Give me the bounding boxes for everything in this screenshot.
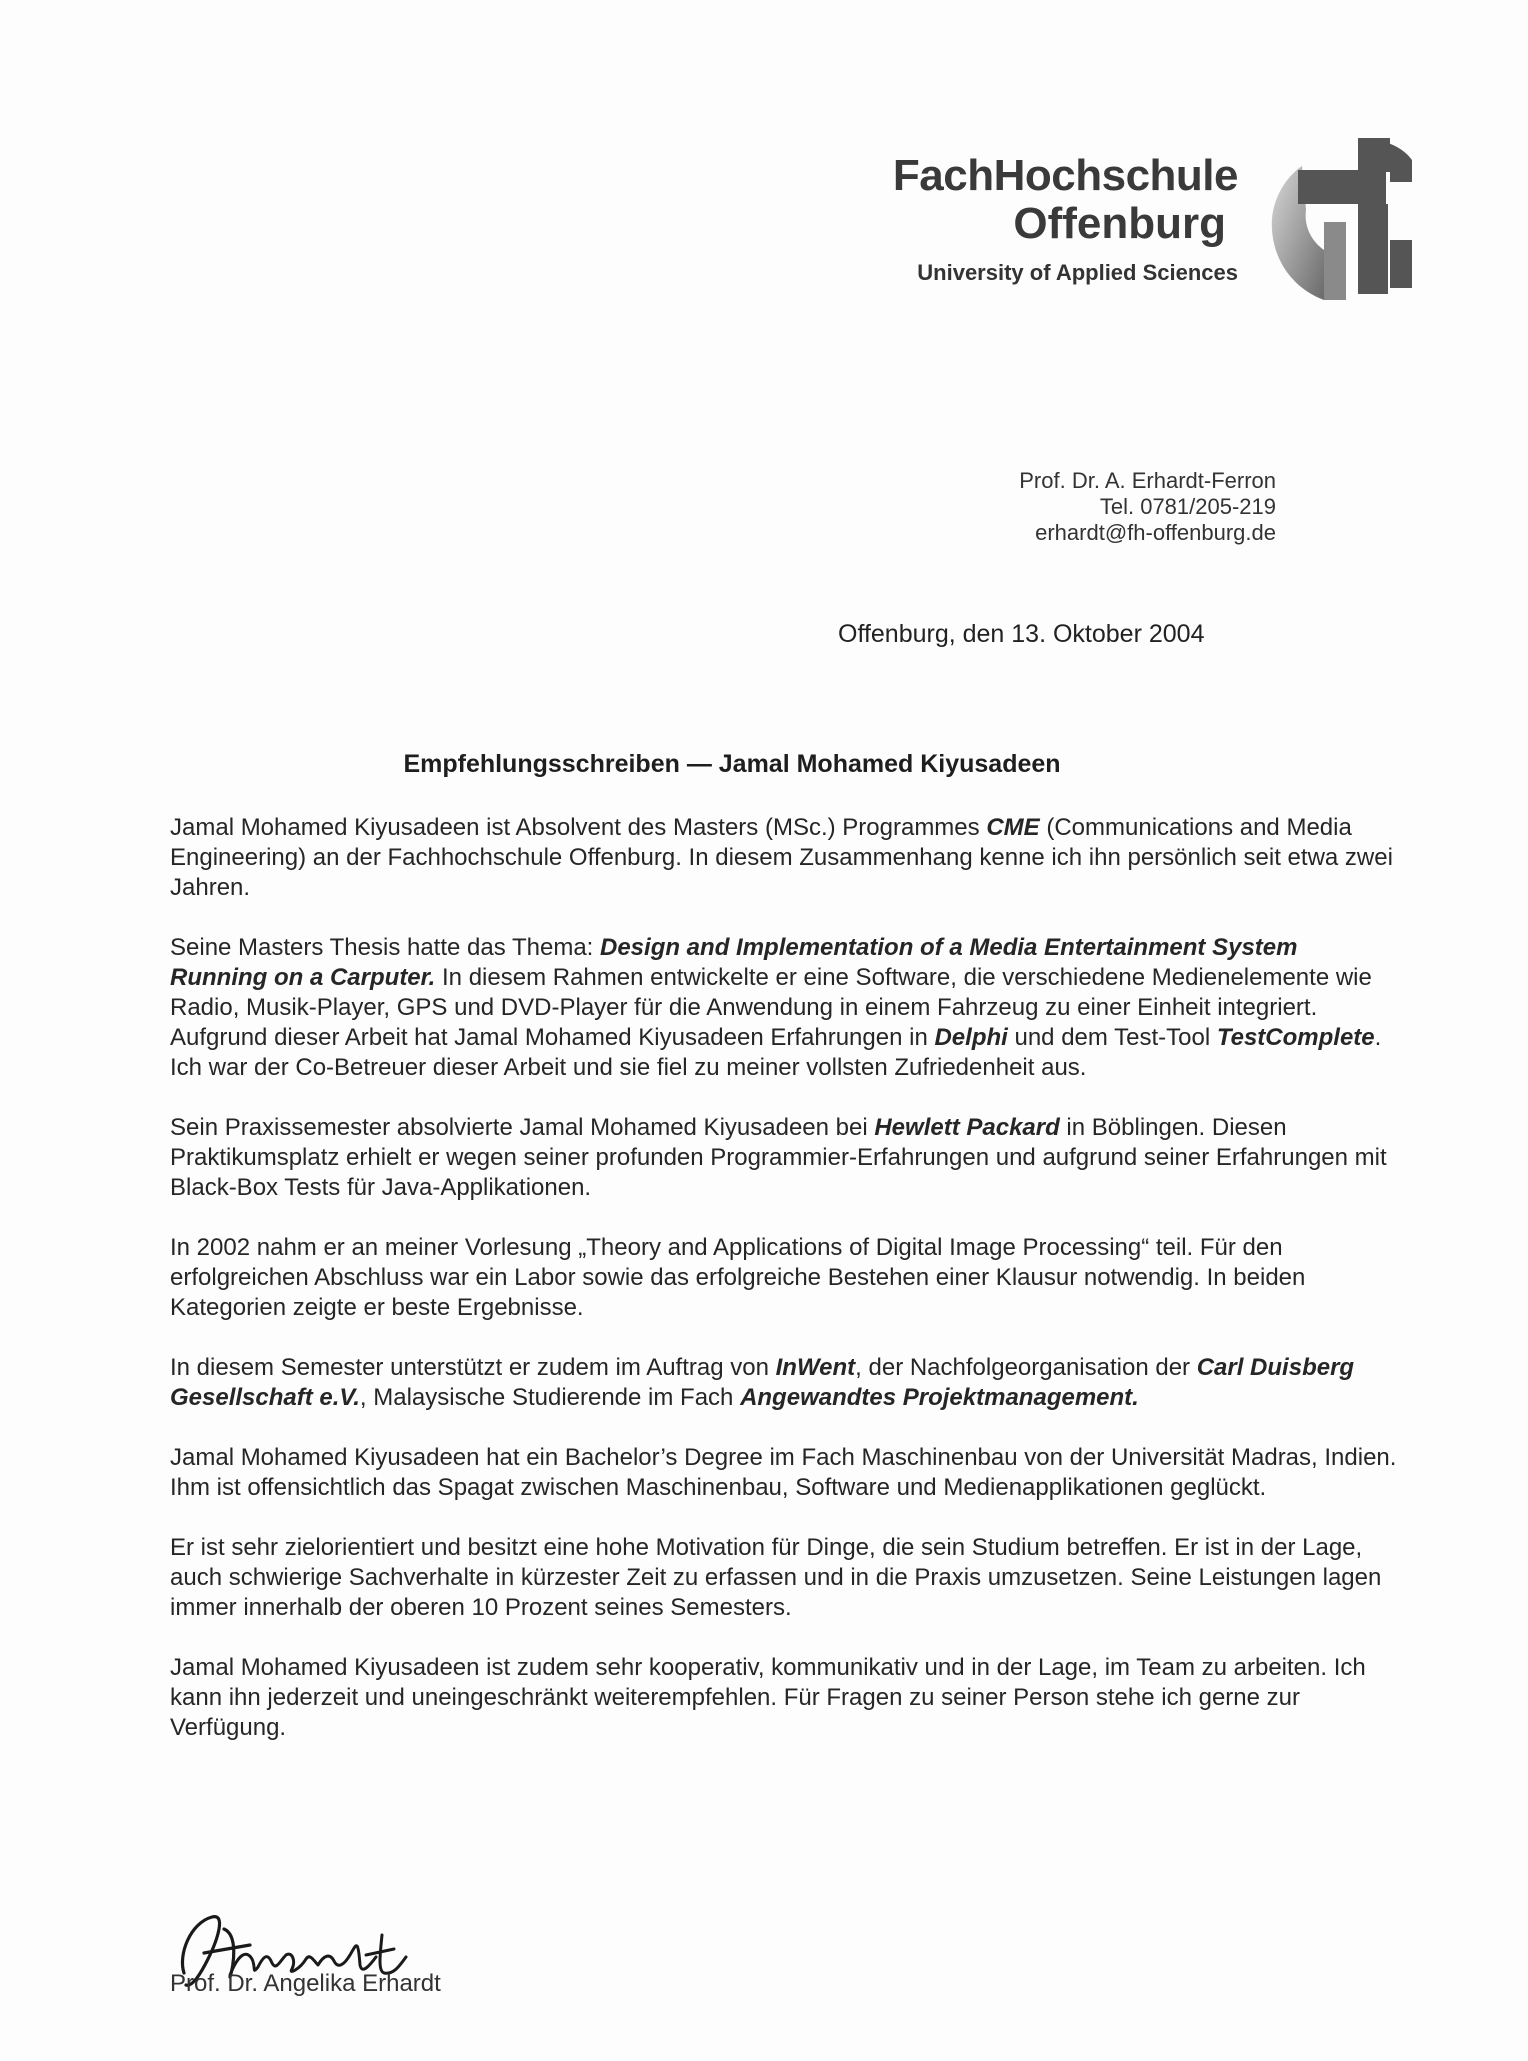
paragraph-5 [170,1353,1400,1413]
sender-email: erhardt@fh-offenburg.de [1035,520,1276,545]
text: In diesem Rahmen entwickelte er eine Software, die verschiedene Medienelemente wie Radio, Musik-Player, GPS und DVD-Player für die Anwendung in einem Fahrzeug zu einer Einheit integriert. Aufgrund dieser Arbeit hat Jamal Mohamed Kiyusadeen Erfahrungen in [170,964,1372,1051]
letter-date: Offenburg, den 13. Oktober 2004 [838,620,1205,648]
emphasis: Carl Duisberg Gesellschaft e.V. [170,1354,1355,1411]
sender-phone: Tel. 0781/205-219 [1099,494,1276,519]
text: , Malaysische Studierende im Fach [359,1384,741,1411]
paragraph-8: Jamal Mohamed Kiyusadeen ist zudem sehr kooperativ, kommunikativ und in der Lage, im Team zu arbeiten. Ich kann ihn jederzeit und uneingeschränkt weiterempfehlen. Für Fragen zu seiner Person stehe ich gerne zur Verfügung. [170,1654,1366,1741]
text: Sein Praxissemester absolvierte Jamal Mohamed Kiyusadeen bei [170,1114,875,1141]
paragraph-2 [170,933,1400,1083]
paragraph-7: Er ist sehr zielorientiert und besitzt eine hohe Motivation für Dinge, die sein Studium betreffen. Er ist in der Lage, auch schwierige Sachverhalte in kürzester Zeit zu erfassen und in die Praxis umzusetzen. Seine Leistungen lagen immer innerhalb der oberen 10 Prozent seines Semesters. [170,1534,1382,1621]
text: In diesem Semester unterstützt er zudem im Auftrag von [170,1354,776,1381]
letter-body [170,813,1400,1773]
signer-name: Prof. Dr. Angelika Erhardt [170,1970,441,1997]
text: (Communications and Media Engineering) an der Fachhochschule Offenburg. In diesem Zusammenhang kenne ich ihn persönlich seit etwa zwei Jahren. [170,814,1393,901]
thesis-title: Design and Implementation of a Media Entertainment System Running on a Carputer. [170,934,1298,991]
emphasis: InWent [775,1354,856,1381]
text: und dem Test-Tool [1007,1024,1217,1051]
text: . Ich war der Co-Betreuer dieser Arbeit und sie fiel zu meiner vollsten Zufriedenheit aus. [170,1024,1382,1081]
fh-offenburg-logo-icon [1262,130,1422,305]
text: , der Nachfolgeorganisation der [855,1354,1197,1381]
sender-name: Prof. Dr. A. Erhardt-Ferron [1019,468,1276,493]
subject-text: Empfehlungsschreiben — Jamal Mohamed Kiyusadeen [403,750,1061,778]
emphasis: CME [986,814,1040,841]
text: Jamal Mohamed Kiyusadeen ist Absolvent des Masters (MSc.) Programmes [170,814,987,841]
paragraph-1 [170,813,1400,903]
sender-contact [1019,468,1276,546]
paragraph-3 [170,1113,1400,1203]
paragraph-6: Jamal Mohamed Kiyusadeen hat ein Bachelor’s Degree im Fach Maschinenbau von der Universität Madras, Indien. Ihm ist offensichtlich das Spagat zwischen Maschinenbau, Software und Medienapplikationen geglückt. [170,1444,1397,1501]
letter-subject [0,750,1528,779]
emphasis: Angewandtes Projektmanagement. [740,1384,1139,1411]
emphasis: TestComplete [1216,1024,1375,1051]
text: in Böblingen. Diesen Praktikumsplatz erhielt er wegen seiner profunden Programmier-Erfahrungen und aufgrund seiner Erfahrungen mit Black-Box Tests für Java-Applikationen. [170,1114,1387,1201]
emphasis: Hewlett Packard [874,1114,1060,1141]
emphasis: Delphi [934,1024,1008,1051]
text: Seine Masters Thesis hatte das Thema: [170,934,600,961]
paragraph-4: In 2002 nahm er an meiner Vorlesung „Theory and Applications of Digital Image Processing“ teil. Für den erfolgreichen Abschluss war ein Labor sowie das erfolgreiche Bestehen einer Klausur notwendig. In beiden Kategorien zeigte er beste Ergebnisse. [170,1234,1306,1321]
institution-name-line2: Offenburg [1013,199,1226,248]
institution-subtitle: University of Applied Sciences [917,260,1238,285]
institution-name-line1: FachHochschule [892,151,1238,200]
letterhead [893,152,1238,288]
